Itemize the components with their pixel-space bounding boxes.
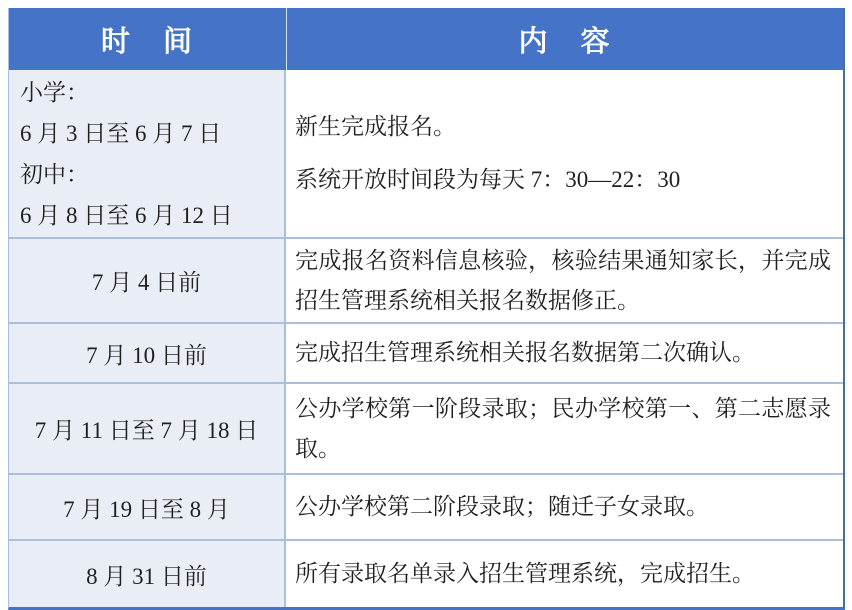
- time-cell: [9, 475, 286, 539]
- table-row: [9, 237, 843, 322]
- table-row: [9, 539, 843, 607]
- schedule-table: [8, 8, 845, 610]
- content-text: 系统开放时间段为每天 7：30—22：30: [295, 167, 681, 192]
- content-cell: [286, 475, 843, 539]
- table-header-row: [9, 8, 843, 70]
- content-text: 新生完成报名。: [295, 114, 456, 139]
- content-text: 所有录取名单录入招生管理系统，完成招生。: [295, 561, 755, 586]
- table-body: [9, 70, 843, 607]
- content-text: 完成报名资料信息核验，核验结果通知家长，并完成招生管理系统相关报名数据修正。: [295, 247, 831, 313]
- time-text: 小学：: [20, 79, 89, 105]
- time-text: 7 月 19 日至 8 月: [63, 496, 230, 522]
- time-text: 6 月 3 日至 6 月 7 日: [20, 120, 222, 146]
- time-cell: [9, 541, 286, 607]
- time-cell: [9, 384, 286, 473]
- header-cell-content: 内 容: [518, 25, 612, 58]
- time-text: 初中：: [20, 161, 89, 187]
- content-text: 公办学校第一阶段录取；民办学校第一、第二志愿录取。: [295, 395, 831, 461]
- time-text: 8 月 31 日前: [86, 563, 207, 589]
- time-text: 7 月 10 日前: [86, 342, 207, 368]
- table-row: [9, 382, 843, 473]
- content-cell: [286, 541, 843, 607]
- content-cell: [286, 70, 843, 237]
- time-cell: [9, 324, 286, 382]
- content-text: 公办学校第二阶段录取；随迁子女录取。: [295, 494, 709, 519]
- content-text: 完成招生管理系统相关报名数据第二次确认。: [295, 340, 755, 365]
- content-cell: [286, 239, 843, 322]
- header-cell-time: 时 间: [9, 8, 287, 70]
- content-cell: [286, 324, 843, 382]
- time-text: 7 月 11 日至 7 月 18 日: [34, 418, 259, 443]
- time-text: 6 月 8 日至 6 月 12 日: [20, 202, 233, 228]
- time-cell: [9, 70, 286, 237]
- time-cell: [9, 239, 286, 322]
- table-row: [9, 473, 843, 539]
- content-cell: [286, 384, 843, 473]
- time-text: 7 月 4 日前: [91, 270, 202, 295]
- table-row: [9, 322, 843, 382]
- table-row: [9, 70, 843, 237]
